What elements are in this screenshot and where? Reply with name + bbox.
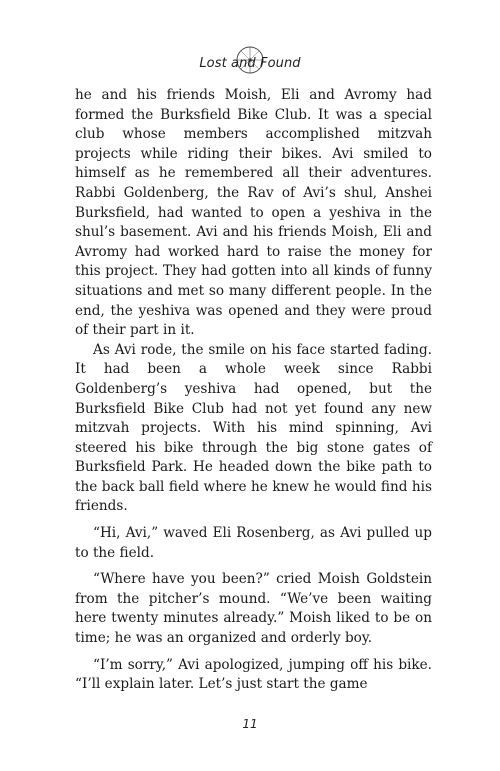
- paragraph: “Hi, Avi,” waved Eli Rosenberg, as Avi pulled up to the field.: [75, 525, 432, 561]
- page-number: 11: [242, 717, 258, 731]
- paragraph: he and his friends Moish, Eli and Avromy had formed the Burksfield Bike Club. It was a special club whose members accomplished mitzvah projects while riding their bikes. Avi smiled to himself as he remembered all their adventures. Rabbi Goldenberg, the Rav of Avi’s shul, Anshei Burksfield, had wanted to open a yeshiva in the shul’s basement. Avi and his friends Moish, Eli and Avromy had worked hard to raise the money for this project. They had gotten into all kinds of funny situations and met so many different people. In the end, the yeshiva was opened and they were proud of their part in it.: [75, 87, 432, 339]
- paragraph: As Avi rode, the smile on his face started fading. It had been a whole week since Rabbi Goldenberg’s yeshiva had opened, but the Burksfield Bike Club had not yet found any new mitzvah projects. With his mind spinning, Avi steered his bike through the big stone gates of Burksfield Park. He headed down the bike path to the back ball field where he knew he would find his friends.: [75, 341, 432, 515]
- paragraph: “I’m sorry,” Avi apologized, jumping off his bike. “I’ll explain later. Let’s just start the game: [75, 656, 432, 693]
- running-head-title: Lost and Found: [199, 56, 301, 71]
- running-head: [0, 44, 500, 84]
- paragraph: “Where have you been?” cried Moish Goldstein from the pitcher’s mound. “We’ve been waiting here twenty minutes already.” Moish liked to be on time; he was an organized and orderly boy.: [75, 571, 432, 647]
- body-text: [75, 86, 432, 695]
